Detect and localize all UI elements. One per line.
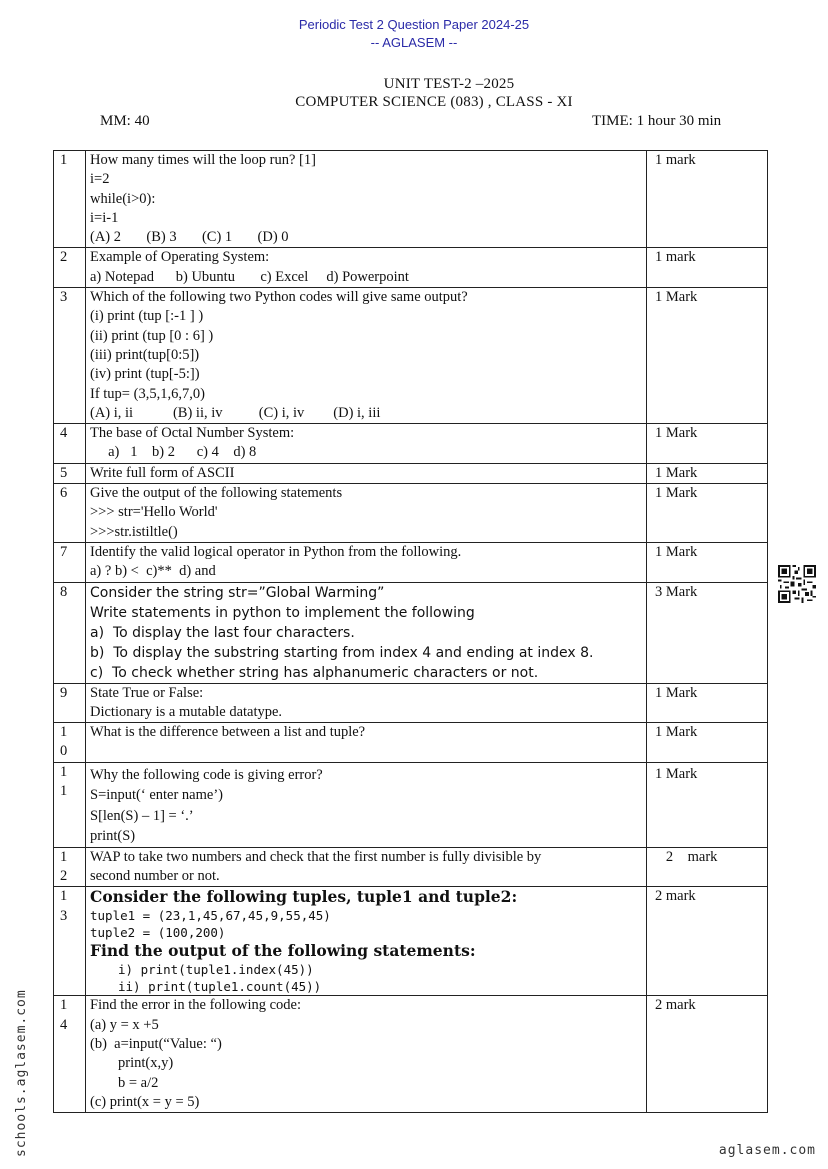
question-number: 4 bbox=[54, 424, 86, 464]
question-row bbox=[54, 424, 768, 464]
question-number: 6 bbox=[54, 484, 86, 543]
question-number: 3 bbox=[54, 288, 86, 424]
question-text: Consider the following tuples, tuple1 and tuple2: tuple1 = (23,1,45,67,45,9,55,45) tuple2 = (100,200) Find the output of the following statements: i) print(tuple1.index(45)) ii) print(tuple1.count(45)) bbox=[86, 887, 647, 996]
question-row bbox=[54, 542, 768, 582]
question-number: 1 bbox=[54, 151, 86, 248]
question-marks: 2 mark bbox=[647, 847, 768, 887]
question-marks: 2 mark bbox=[647, 887, 768, 996]
question-text: WAP to take two numbers and check that the first number is fully divisible by second number or not. bbox=[86, 847, 647, 887]
question-number: 1 4 bbox=[54, 996, 86, 1113]
header-source-line: Periodic Test 2 Question Paper 2024-25 bbox=[298, 17, 530, 32]
qr-code-icon bbox=[778, 565, 816, 603]
question-marks: 1 Mark bbox=[647, 542, 768, 582]
question-marks: 1 Mark bbox=[647, 683, 768, 723]
question-marks: 1 Mark bbox=[647, 424, 768, 464]
question-row bbox=[54, 996, 768, 1113]
side-watermark: schools.aglasem.com bbox=[14, 989, 29, 1157]
question-number: 7 bbox=[54, 542, 86, 582]
question-row bbox=[54, 463, 768, 483]
question-row bbox=[54, 887, 768, 996]
question-text: Consider the string str=”Global Warming” Write statements in python to implement the following a) To display the last four characters. b) To display the substring starting from index 4 and ending at index 8. c) To check whether string has alphanumeric characters or not. bbox=[86, 582, 647, 683]
question-row bbox=[54, 288, 768, 424]
footer-watermark: aglasem.com bbox=[718, 1143, 816, 1158]
question-marks: 1 Mark bbox=[647, 288, 768, 424]
test-title: UNIT TEST-2 –2025 bbox=[383, 76, 515, 92]
question-text: Why the following code is giving error? S=input(‘ enter name’) S[len(S) – 1] = ‘.’ print(S) bbox=[86, 762, 647, 847]
question-row bbox=[54, 151, 768, 248]
question-number: 9 bbox=[54, 683, 86, 723]
question-number: 1 3 bbox=[54, 887, 86, 996]
question-text: What is the difference between a list and tuple? bbox=[86, 723, 647, 763]
question-number: 5 bbox=[54, 463, 86, 483]
question-row bbox=[54, 762, 768, 847]
subject-title: COMPUTER SCIENCE (083) , CLASS - XI bbox=[295, 94, 573, 110]
time-allowed: TIME: 1 hour 30 min bbox=[592, 113, 722, 129]
question-marks: 1 Mark bbox=[647, 484, 768, 543]
question-number: 1 2 bbox=[54, 847, 86, 887]
max-marks: MM: 40 bbox=[100, 113, 150, 129]
question-text: The base of Octal Number System: a) 1 b) 2 c) 4 d) 8 bbox=[86, 424, 647, 464]
question-marks: 3 Mark bbox=[647, 582, 768, 683]
question-text: State True or False: Dictionary is a mutable datatype. bbox=[86, 683, 647, 723]
question-marks: 2 mark bbox=[647, 996, 768, 1113]
question-number: 2 bbox=[54, 248, 86, 288]
question-row bbox=[54, 847, 768, 887]
question-marks: 1 Mark bbox=[647, 463, 768, 483]
question-row bbox=[54, 723, 768, 763]
question-table bbox=[53, 150, 768, 1113]
question-row bbox=[54, 484, 768, 543]
question-marks: 1 mark bbox=[647, 151, 768, 248]
question-number: 1 1 bbox=[54, 762, 86, 847]
question-text: Which of the following two Python codes will give same output? (i) print (tup [:-1 ] ) (ii) print (tup [0 : 6] ) (iii) print(tup[0:5]) (iv) print (tup[-5:]) If tup= (3,5,1,6,7,0) (A) i, ii (B) ii, iv (C) i, iv (D) i, iii bbox=[86, 288, 647, 424]
question-row bbox=[54, 582, 768, 683]
header-brand-line: -- AGLASEM -- bbox=[370, 35, 458, 50]
question-text: Find the error in the following code: (a) y = x +5 (b) a=input(“Value: “) print(x,y) b = a/2 (c) print(x = y = 5) bbox=[86, 996, 647, 1113]
question-row bbox=[54, 248, 768, 288]
question-text: Identify the valid logical operator in Python from the following. a) ? b) < c)** d) and bbox=[86, 542, 647, 582]
question-marks: 1 Mark bbox=[647, 723, 768, 763]
question-text: How many times will the loop run? [1] i=2 while(i>0): i=i-1 (A) 2 (B) 3 (C) 1 (D) 0 bbox=[86, 151, 647, 248]
question-row bbox=[54, 683, 768, 723]
question-text: Give the output of the following statements >>> str='Hello World' >>>str.istiltle() bbox=[86, 484, 647, 543]
question-marks: 1 mark bbox=[647, 248, 768, 288]
question-text: Example of Operating System: a) Notepad b) Ubuntu c) Excel d) Powerpoint bbox=[86, 248, 647, 288]
question-marks: 1 Mark bbox=[647, 762, 768, 847]
question-number: 1 0 bbox=[54, 723, 86, 763]
question-number: 8 bbox=[54, 582, 86, 683]
question-text: Write full form of ASCII bbox=[86, 463, 647, 483]
